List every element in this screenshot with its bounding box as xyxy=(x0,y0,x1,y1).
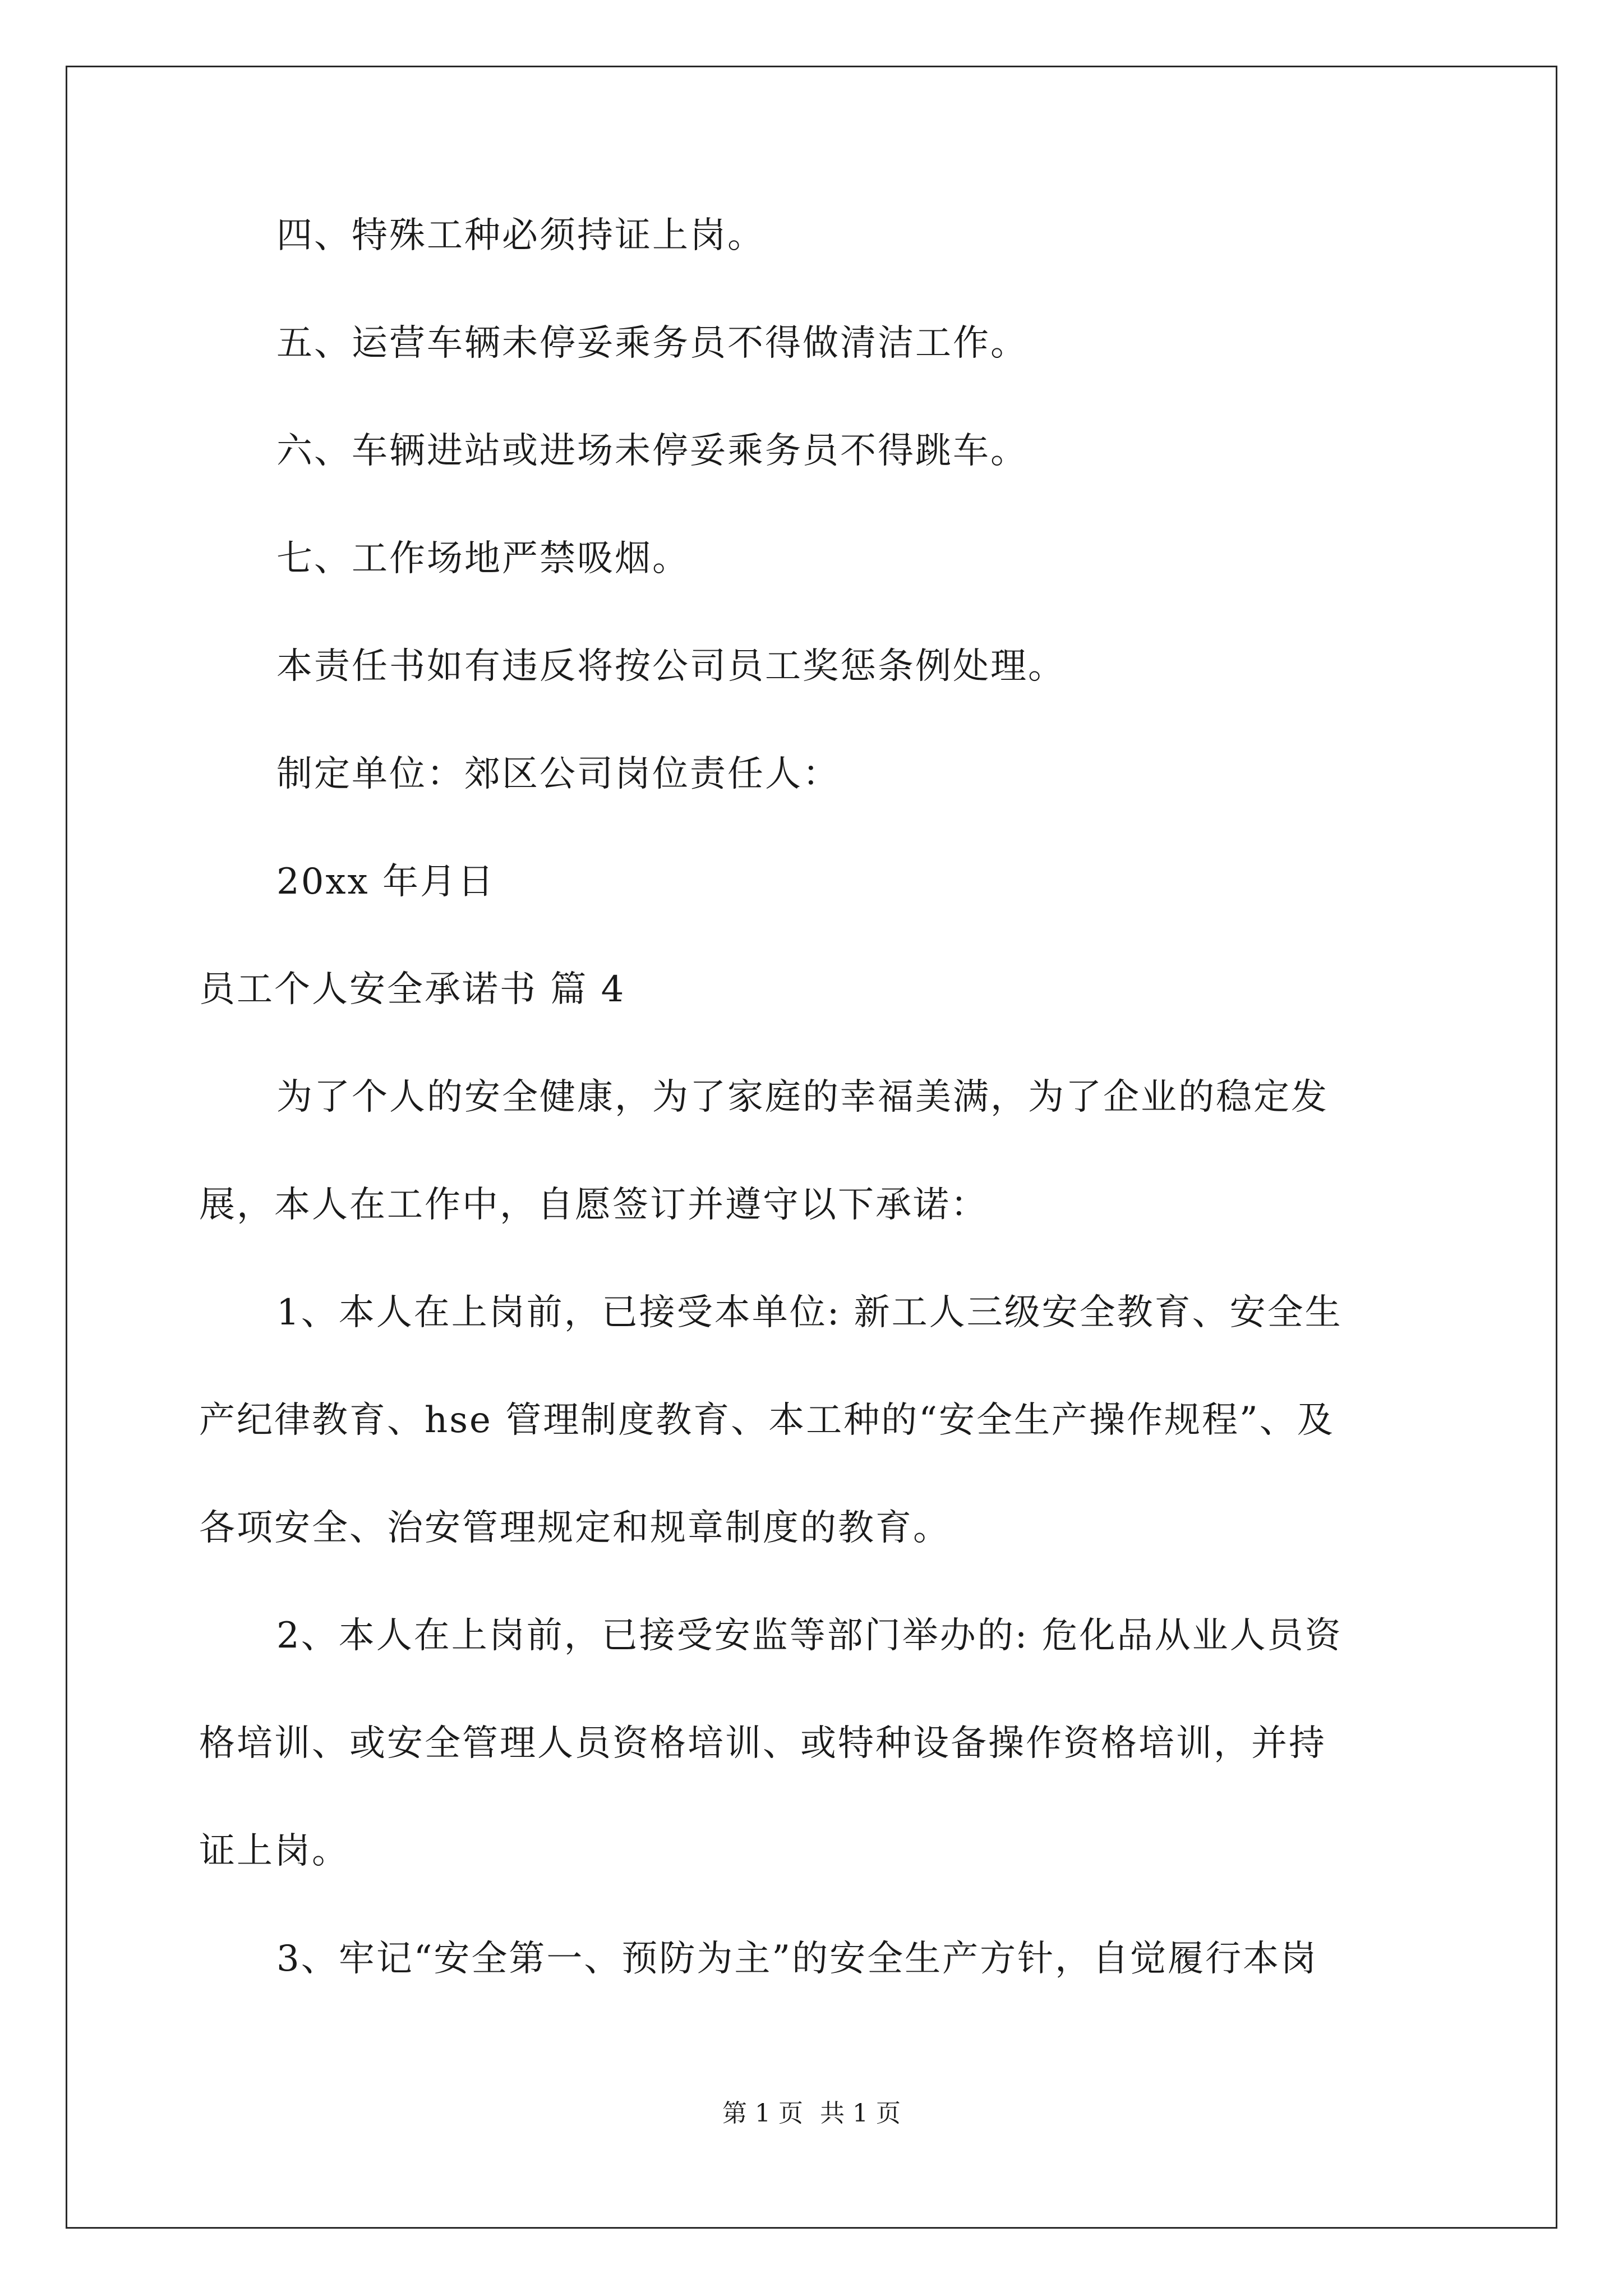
section-heading: 员工个人安全承诺书 篇 4 xyxy=(199,969,626,1010)
clause-7: 七、工作场地严禁吸烟。 xyxy=(276,538,690,579)
item1-line-1: 1、本人在上岗前，已接受本单位: 新工人三级安全教育、安全生 xyxy=(276,1292,1343,1333)
intro-line-2: 展，本人在工作中，自愿签订并遵守以下承诺： xyxy=(199,1184,988,1226)
item2-line-3: 证上岗。 xyxy=(199,1830,349,1872)
clause-6: 六、车辆进站或进场未停妥乘务员不得跳车。 xyxy=(276,430,1028,472)
intro-line-1: 为了个人的安全健康，为了家庭的幸福美满，为了企业的稳定发 xyxy=(276,1076,1329,1118)
item1-line-3: 各项安全、治安管理规定和规章制度的教育。 xyxy=(199,1507,951,1549)
clause-5: 五、运营车辆未停妥乘务员不得做清洁工作。 xyxy=(276,323,1028,364)
page-number: 第 1 页 xyxy=(722,2099,803,2128)
item3-line-1: 3、牢记“安全第一、预防为主”的安全生产方针，自觉履行本岗 xyxy=(276,1938,1318,1980)
date-line: 20xx 年月日 xyxy=(276,861,495,903)
clause-4: 四、特殊工种必须持证上岗。 xyxy=(276,215,765,256)
item2-line-2: 格培训、或安全管理人员资格培训、或特种设备操作资格培训，并持 xyxy=(199,1723,1326,1764)
item2-line-1: 2、本人在上岗前，已接受安监等部门举办的: 危化品从业人员资 xyxy=(276,1615,1343,1657)
violation-note: 本责任书如有违反将按公司员工奖惩条例处理。 xyxy=(276,646,1066,687)
issuer-line: 制定单位：郊区公司岗位责任人： xyxy=(276,753,840,795)
item1-line-2: 产纪律教育、hse 管理制度教育、本工种的“安全生产操作规程”、及 xyxy=(199,1400,1335,1441)
page-total: 共 1 页 xyxy=(820,2099,901,2128)
document-body xyxy=(199,213,1422,1981)
page-footer xyxy=(0,2097,1623,2131)
